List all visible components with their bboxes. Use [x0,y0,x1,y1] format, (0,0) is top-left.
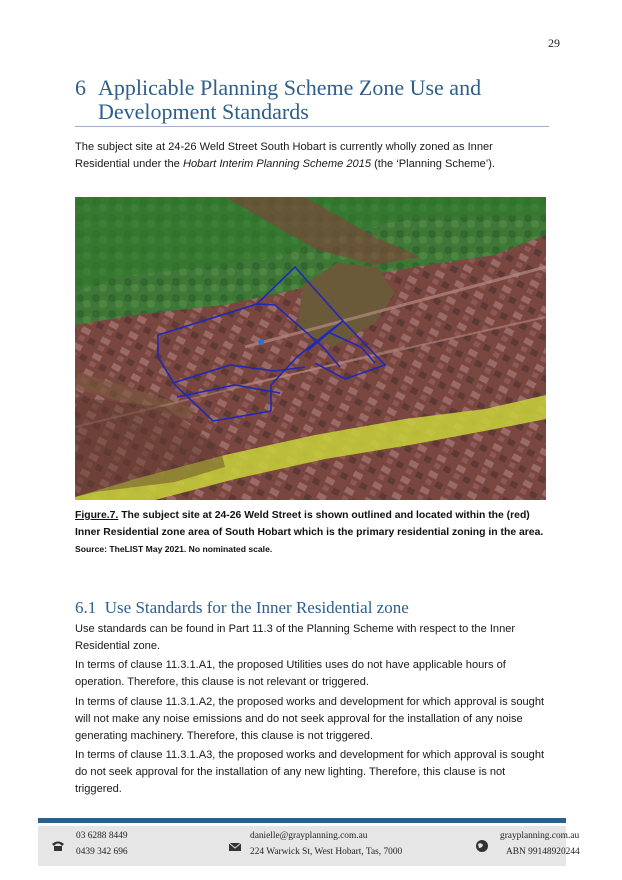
paragraph-clause-a1: In terms of clause 11.3.1.A1, the proposed Utilities uses do not have applicable hours of operation. Therefore, this clause is not relevant or triggered. [75,659,506,688]
footer-address: 224 Warwick St, West Hobart, Tas, 7000 [250,847,403,857]
scheme-name: Hobart Interim Planning Scheme 2015 [182,158,372,170]
envelope-icon [228,840,242,854]
intro-text-b: (the ‘Planning Scheme’). [371,158,495,170]
paragraph-clause-a2: In terms of clause 11.3.1.A2, the proposed works and development for which approval is sought will not make any noise emissions and do not seek approval for the installation of any noise generating machinery. Therefore, this clause is not triggered. [75,696,545,742]
footer-website[interactable]: grayplanning.com.au [500,831,580,841]
paragraph-use-standards: Use standards can be found in Part 11.3 of the Planning Scheme with respect to the Inner Residential zone. [75,623,516,652]
footer-abn: ABN 99148920244 [506,847,580,857]
section-number: 6 [75,75,86,100]
figure-source: Source: TheLIST May 2021. No nominated scale. [75,544,273,554]
paragraph-clause-a3: In terms of clause 11.3.1.A3, the proposed works and development for which approval is sought do not seek approval for the installation of any new lighting. Therefore, this clause is not triggered. [75,749,545,795]
footer-phone-1: 03 6288 8449 [76,831,128,841]
footer [38,826,580,866]
intro-paragraph [75,139,545,173]
subsection-heading [75,598,545,618]
page-number: 29 [548,36,560,50]
zoning-map [75,197,546,500]
zoning-map-image [75,197,546,500]
subsection-title: Use Standards for the Inner Residential zone [104,598,409,617]
figure-caption-text: The subject site at 24-26 Weld Street is shown outlined and located within the (red) Inner Residential zone area of South Hobart which is the primary residential zoning in the area. [75,510,544,538]
footer-phone-2: 0439 342 696 [76,847,128,857]
section-heading [75,76,545,124]
figure-caption [75,507,550,558]
subsection-number: 6.1 [75,598,97,617]
heading-rule [75,126,549,127]
footer-email[interactable]: danielle@grayplanning.com.au [250,831,368,841]
footer-bar [38,818,566,823]
globe-icon [475,839,489,853]
intro-text-a: The subject site at 24-26 Weld Street South Hobart is currently wholly zoned as Inner Residential under the [75,141,493,170]
figure-label: Figure.7. [75,510,119,521]
phone-icon [51,839,65,853]
section-title: Applicable Planning Scheme Zone Use and Development Standards [98,75,482,124]
